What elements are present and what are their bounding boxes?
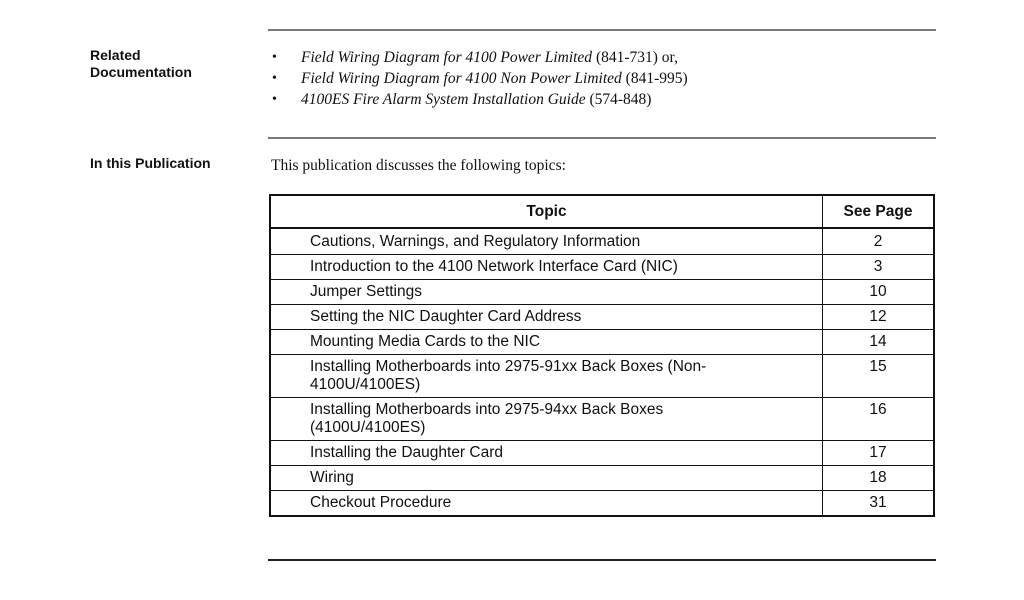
topic-text: Jumper Settings bbox=[310, 283, 422, 300]
topic-cell bbox=[270, 355, 823, 398]
topic-text: Setting the NIC Daughter Card Address bbox=[310, 308, 582, 325]
related-documentation-label bbox=[90, 47, 192, 81]
table-row bbox=[270, 441, 934, 466]
topics-table bbox=[269, 194, 935, 517]
page-cell: 17 bbox=[823, 441, 935, 466]
table-row bbox=[270, 305, 934, 330]
page-cell: 14 bbox=[823, 330, 935, 355]
page-column-header: See Page bbox=[823, 195, 935, 228]
top-divider bbox=[268, 29, 936, 31]
section-divider bbox=[268, 137, 936, 139]
table-row bbox=[270, 255, 934, 280]
topic-cell bbox=[270, 280, 823, 305]
topic-text: 4100U/4100ES) bbox=[310, 376, 421, 393]
page-cell: 3 bbox=[823, 255, 935, 280]
list-item bbox=[272, 68, 688, 89]
table-row bbox=[270, 398, 934, 441]
page-cell: 16 bbox=[823, 398, 935, 441]
topic-column-header: Topic bbox=[270, 195, 823, 228]
label-line: Documentation bbox=[90, 64, 192, 80]
topic-cell bbox=[270, 466, 823, 491]
topic-text: Mounting Media Cards to the NIC bbox=[310, 333, 541, 350]
bullet-icon: • bbox=[272, 71, 277, 86]
topic-text: Cautions, Warnings, and Regulatory Information bbox=[310, 233, 641, 250]
topic-cell bbox=[270, 228, 823, 255]
topic-cell bbox=[270, 491, 823, 517]
bullet-icon: • bbox=[272, 92, 277, 107]
table-header-row bbox=[270, 195, 934, 228]
related-documentation-list bbox=[272, 47, 688, 110]
topic-cell bbox=[270, 255, 823, 280]
topic-cell bbox=[270, 441, 823, 466]
table-row bbox=[270, 228, 934, 255]
topic-text: Wiring bbox=[310, 469, 354, 486]
topic-cell bbox=[270, 330, 823, 355]
bullet-icon: • bbox=[272, 50, 277, 65]
table-row bbox=[270, 491, 934, 517]
topic-text: Installing Motherboards into 2975-91xx Back Boxes (Non- bbox=[310, 358, 707, 375]
page-cell: 15 bbox=[823, 355, 935, 398]
table-row bbox=[270, 280, 934, 305]
page-cell: 2 bbox=[873, 233, 883, 250]
list-item bbox=[272, 89, 688, 110]
document-number: (841-995) bbox=[621, 70, 688, 87]
label-line: Related bbox=[90, 47, 141, 63]
topic-text: Installing Motherboards into 2975-94xx Back Boxes bbox=[310, 401, 664, 418]
in-this-publication-label: In this Publication bbox=[90, 155, 211, 171]
document-number: (841-731) or, bbox=[592, 49, 678, 66]
table-row bbox=[270, 466, 934, 491]
bottom-divider bbox=[268, 559, 936, 561]
document-title: 4100ES Fire Alarm System Installation Guide bbox=[301, 91, 586, 108]
document-title: Field Wiring Diagram for 4100 Non Power Limited bbox=[301, 70, 622, 87]
topic-cell bbox=[270, 305, 823, 330]
topic-text: Introduction to the 4100 Network Interface Card (NIC) bbox=[310, 258, 678, 275]
intro-text: This publication discusses the following topics: bbox=[271, 157, 566, 174]
page-cell: 12 bbox=[823, 305, 935, 330]
topic-text: (4100U/4100ES) bbox=[310, 419, 426, 436]
topic-text: Installing the Daughter Card bbox=[310, 444, 504, 461]
topic-text: Checkout Procedure bbox=[310, 494, 452, 511]
page-cell: 18 bbox=[823, 466, 935, 491]
page-cell: 31 bbox=[823, 491, 935, 517]
topic-cell bbox=[270, 398, 823, 441]
document-title: Field Wiring Diagram for 4100 Power Limited bbox=[301, 49, 593, 66]
list-item bbox=[272, 47, 688, 68]
table-row bbox=[270, 330, 934, 355]
page-cell: 10 bbox=[823, 280, 935, 305]
document-number: (574-848) bbox=[585, 91, 652, 108]
table-row bbox=[270, 355, 934, 398]
